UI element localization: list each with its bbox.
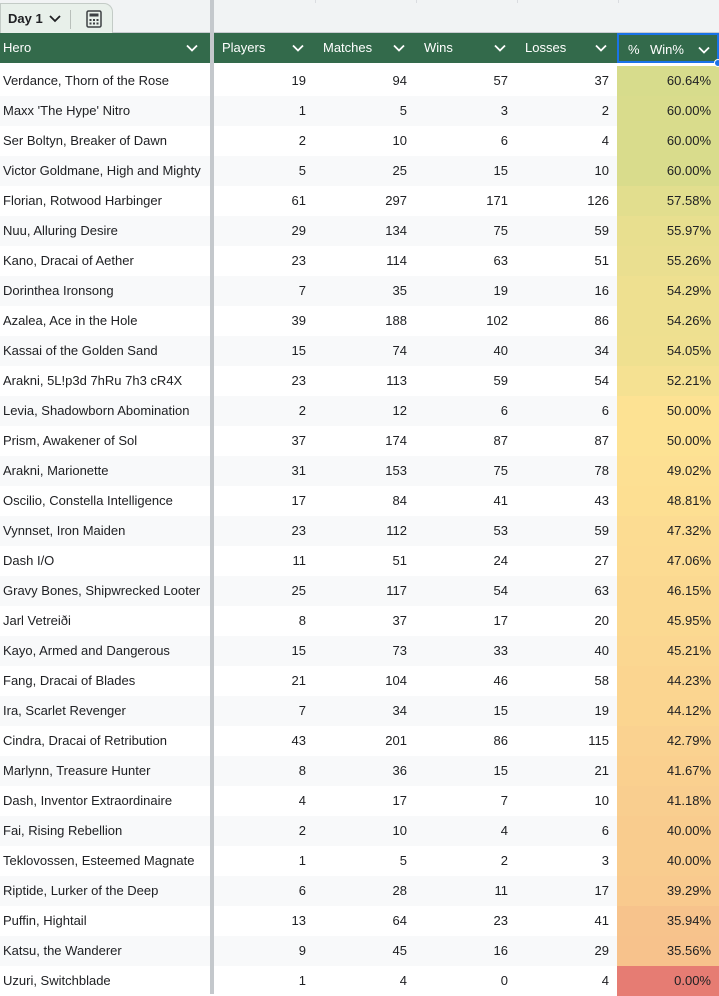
cell-matches[interactable]: 25 (392, 163, 407, 178)
cell-players[interactable]: 19 (291, 73, 306, 88)
table-row (0, 396, 719, 426)
cell-players[interactable]: 23 (291, 253, 306, 268)
cell-matches[interactable]: 297 (385, 193, 407, 208)
cell-matches[interactable]: 74 (392, 343, 407, 358)
cell-wins[interactable]: 15 (493, 763, 508, 778)
cell-players[interactable]: 23 (291, 523, 306, 538)
cell-win-pct[interactable]: 35.56% (617, 936, 719, 966)
cell-hero[interactable]: Oscilio, Constella Intelligence (3, 493, 173, 508)
cell-matches[interactable]: 28 (392, 883, 407, 898)
cell-wins[interactable]: 15 (493, 703, 508, 718)
cell-hero[interactable]: Kayo, Armed and Dangerous (3, 643, 170, 658)
column-header-matches[interactable] (315, 33, 416, 63)
cell-losses[interactable]: 10 (594, 163, 609, 178)
cell-matches[interactable]: 94 (392, 73, 407, 88)
cell-players[interactable]: 1 (298, 103, 306, 118)
cell-wins[interactable]: 102 (486, 313, 508, 328)
cell-wins[interactable]: 15 (493, 163, 508, 178)
table-row (0, 96, 719, 126)
cell-wins[interactable]: 6 (500, 133, 508, 148)
cell-losses[interactable]: 126 (587, 193, 609, 208)
cell-wins[interactable]: 11 (494, 883, 508, 898)
gridline (315, 0, 316, 3)
cell-players[interactable]: 8 (298, 763, 306, 778)
cell-win-pct[interactable]: 46.15% (617, 576, 719, 606)
cell-win-pct[interactable]: 42.79% (617, 726, 719, 756)
frozen-column-divider[interactable] (210, 0, 214, 994)
cell-hero[interactable]: Florian, Rotwood Harbinger (3, 193, 162, 208)
table-row (0, 276, 719, 306)
sheet-tab-label: Day 1 (8, 11, 43, 26)
cell-wins[interactable]: 171 (486, 193, 508, 208)
table-row (0, 846, 719, 876)
cell-players[interactable]: 43 (291, 733, 306, 748)
column-header-win-pct[interactable] (617, 33, 719, 63)
cell-losses[interactable]: 29 (594, 943, 609, 958)
table-row (0, 936, 719, 966)
cell-wins[interactable]: 3 (500, 103, 508, 118)
table-row (0, 876, 719, 906)
cell-hero[interactable]: Kano, Dracai of Aether (3, 253, 134, 268)
table-row (0, 126, 719, 156)
table-row (0, 576, 719, 606)
cell-losses[interactable]: 54 (594, 373, 609, 388)
cell-hero[interactable]: Victor Goldmane, High and Mighty (3, 163, 201, 178)
cell-matches[interactable]: 112 (386, 523, 407, 538)
cell-hero[interactable]: Gravy Bones, Shipwrecked Looter (3, 583, 201, 598)
chevron-down-icon[interactable] (595, 44, 607, 52)
cell-win-pct[interactable]: 39.29% (617, 876, 719, 906)
table-row (0, 816, 719, 846)
cell-matches[interactable]: 37 (392, 613, 407, 628)
cell-losses[interactable]: 16 (594, 283, 609, 298)
cell-players[interactable]: 2 (298, 133, 306, 148)
cell-win-pct[interactable]: 41.67% (617, 756, 719, 786)
cell-wins[interactable]: 24 (493, 553, 508, 568)
cell-losses[interactable]: 6 (601, 403, 609, 418)
cell-losses[interactable]: 43 (594, 493, 609, 508)
cell-players[interactable]: 37 (291, 433, 306, 448)
cell-win-pct[interactable]: 55.26% (617, 246, 719, 276)
cell-wins[interactable]: 57 (493, 73, 508, 88)
column-header-label: Win% (650, 42, 684, 57)
column-header-label: Hero (3, 40, 32, 55)
cell-matches[interactable]: 84 (392, 493, 407, 508)
table-row (0, 516, 719, 546)
cell-matches[interactable]: 73 (392, 643, 407, 658)
cell-win-pct[interactable]: 52.21% (617, 366, 719, 396)
cell-losses[interactable]: 63 (594, 583, 609, 598)
cell-players[interactable]: 8 (298, 613, 306, 628)
cell-wins[interactable]: 75 (493, 223, 508, 238)
cell-win-pct[interactable]: 60.64% (617, 66, 719, 96)
cell-wins[interactable]: 0 (500, 973, 508, 988)
cell-matches[interactable]: 104 (385, 673, 407, 688)
cell-hero[interactable]: Ira, Scarlet Revenger (3, 703, 126, 718)
cell-hero[interactable]: Ser Boltyn, Breaker of Dawn (3, 133, 168, 148)
cell-losses[interactable]: 41 (594, 913, 609, 928)
cell-players[interactable]: 1 (298, 973, 306, 988)
cell-players[interactable]: 5 (298, 163, 306, 178)
cell-hero[interactable]: Vynnset, Iron Maiden (3, 523, 126, 538)
cell-win-pct[interactable]: 41.18% (617, 786, 719, 816)
table-header (0, 33, 719, 63)
cell-losses[interactable]: 4 (601, 133, 609, 148)
cell-hero[interactable]: Dash, Inventor Extraordinaire (3, 793, 173, 808)
cell-win-pct[interactable]: 0.00% (617, 966, 719, 996)
cell-hero[interactable]: Arakni, 5L!p3d 7hRu 7h3 cR4X (3, 373, 183, 388)
cell-win-pct[interactable]: 49.02% (617, 456, 719, 486)
selection-handle[interactable] (714, 59, 719, 67)
cell-matches[interactable]: 4 (399, 973, 407, 988)
table-row (0, 606, 719, 636)
cell-losses[interactable]: 21 (594, 763, 609, 778)
cell-matches[interactable]: 114 (386, 253, 407, 268)
cell-hero[interactable]: Riptide, Lurker of the Deep (3, 883, 159, 898)
cell-losses[interactable]: 58 (594, 673, 609, 688)
cell-hero[interactable]: Levia, Shadowborn Abomination (3, 403, 190, 418)
cell-players[interactable]: 11 (292, 553, 306, 568)
column-header-players[interactable] (214, 33, 314, 63)
cell-hero[interactable]: Puffin, Hightail (3, 913, 87, 928)
cell-hero[interactable]: Kassai of the Golden Sand (3, 343, 158, 358)
column-header-losses[interactable] (517, 33, 618, 63)
cell-win-pct[interactable]: 57.58% (617, 186, 719, 216)
cell-win-pct[interactable]: 60.00% (617, 156, 719, 186)
cell-hero[interactable]: Marlynn, Treasure Hunter (3, 763, 151, 778)
cell-matches[interactable]: 34 (392, 703, 407, 718)
cell-matches[interactable]: 12 (392, 403, 407, 418)
cell-hero[interactable]: Uzuri, Switchblade (3, 973, 111, 988)
cell-hero[interactable]: Katsu, the Wanderer (3, 943, 122, 958)
cell-matches[interactable]: 113 (386, 373, 407, 388)
cell-win-pct[interactable]: 50.00% (617, 396, 719, 426)
table-row (0, 186, 719, 216)
cell-win-pct[interactable]: 40.00% (617, 816, 719, 846)
cell-losses[interactable]: 6 (601, 823, 609, 838)
cell-hero[interactable]: Maxx 'The Hype' Nitro (3, 103, 131, 118)
cell-losses[interactable]: 3 (601, 853, 609, 868)
cell-hero[interactable]: Arakni, Marionette (3, 463, 109, 478)
cell-matches[interactable]: 10 (392, 823, 407, 838)
cell-players[interactable]: 6 (298, 883, 306, 898)
chevron-down-icon[interactable] (494, 44, 506, 52)
cell-players[interactable]: 39 (291, 313, 306, 328)
column-header-label: Matches (323, 40, 373, 55)
cell-players[interactable]: 25 (291, 583, 306, 598)
cell-win-pct[interactable]: 50.00% (617, 426, 719, 456)
cell-win-pct[interactable]: 47.06% (617, 546, 719, 576)
cell-matches[interactable]: 64 (392, 913, 407, 928)
cell-wins[interactable]: 59 (493, 373, 508, 388)
cell-win-pct[interactable]: 60.00% (617, 126, 719, 156)
cell-players[interactable]: 23 (291, 373, 306, 388)
cell-hero[interactable]: Dash I/O (3, 553, 55, 568)
cell-matches[interactable]: 188 (385, 313, 407, 328)
cell-hero[interactable]: Prism, Awakener of Sol (3, 433, 138, 448)
cell-matches[interactable]: 17 (392, 793, 407, 808)
cell-win-pct[interactable]: 40.00% (617, 846, 719, 876)
cell-hero[interactable]: Teklovossen, Esteemed Magnate (3, 853, 195, 868)
cell-players[interactable]: 21 (291, 673, 306, 688)
cell-win-pct[interactable]: 44.23% (617, 666, 719, 696)
table-row (0, 666, 719, 696)
cell-matches[interactable]: 5 (399, 853, 407, 868)
cell-matches[interactable]: 35 (392, 283, 407, 298)
cell-players[interactable]: 31 (291, 463, 306, 478)
gridline (517, 0, 518, 3)
cell-losses[interactable]: 34 (594, 343, 609, 358)
table-row (0, 426, 719, 456)
cell-losses[interactable]: 2 (601, 103, 609, 118)
cell-win-pct[interactable]: 54.26% (617, 306, 719, 336)
table-row (0, 246, 719, 276)
cell-losses[interactable]: 78 (594, 463, 609, 478)
cell-wins[interactable]: 86 (493, 733, 508, 748)
cell-losses[interactable]: 86 (594, 313, 609, 328)
cell-matches[interactable]: 10 (392, 133, 407, 148)
cell-wins[interactable]: 41 (493, 493, 508, 508)
cell-losses[interactable]: 59 (594, 523, 609, 538)
cell-players[interactable]: 7 (298, 703, 306, 718)
cell-losses[interactable]: 40 (594, 643, 609, 658)
percent-type-icon: % (628, 42, 640, 57)
cell-wins[interactable]: 4 (500, 823, 508, 838)
cell-losses[interactable]: 4 (601, 973, 609, 988)
table-row (0, 216, 719, 246)
cell-players[interactable]: 29 (291, 223, 306, 238)
cell-win-pct[interactable]: 60.00% (617, 96, 719, 126)
cell-hero[interactable]: Verdance, Thorn of the Rose (3, 73, 169, 88)
cell-wins[interactable]: 40 (493, 343, 508, 358)
column-header-label: Losses (525, 40, 567, 55)
cell-wins[interactable]: 23 (493, 913, 508, 928)
table-row (0, 486, 719, 516)
cell-wins[interactable]: 87 (493, 433, 508, 448)
chevron-down-icon[interactable] (48, 14, 62, 24)
table-row (0, 756, 719, 786)
table-toolbar (0, 0, 719, 33)
cell-matches[interactable]: 117 (386, 583, 407, 598)
cell-hero[interactable]: Cindra, Dracai of Retribution (3, 733, 168, 748)
cell-hero[interactable]: Nuu, Alluring Desire (3, 223, 118, 238)
chevron-down-icon[interactable] (292, 44, 304, 52)
cell-matches[interactable]: 201 (385, 733, 407, 748)
cell-hero[interactable]: Fai, Rising Rebellion (3, 823, 123, 838)
cell-losses[interactable]: 19 (594, 703, 609, 718)
cell-losses[interactable]: 51 (594, 253, 609, 268)
cell-wins[interactable]: 17 (493, 613, 508, 628)
cell-hero[interactable]: Jarl Vetreiði (3, 613, 71, 628)
cell-hero[interactable]: Dorinthea Ironsong (3, 283, 114, 298)
cell-losses[interactable]: 87 (594, 433, 609, 448)
cell-win-pct[interactable]: 48.81% (617, 486, 719, 516)
cell-matches[interactable]: 174 (385, 433, 407, 448)
cell-players[interactable]: 4 (298, 793, 306, 808)
gridline (618, 0, 619, 3)
cell-wins[interactable]: 2 (500, 853, 508, 868)
cell-hero[interactable]: Fang, Dracai of Blades (3, 673, 136, 688)
cell-matches[interactable]: 45 (392, 943, 407, 958)
cell-players[interactable]: 9 (298, 943, 306, 958)
table-row (0, 546, 719, 576)
cell-matches[interactable]: 134 (385, 223, 407, 238)
table-body (0, 66, 719, 996)
sheet-tab-day1[interactable] (0, 3, 113, 33)
cell-matches[interactable]: 51 (392, 553, 407, 568)
table-row (0, 966, 719, 996)
cell-players[interactable]: 15 (291, 343, 306, 358)
cell-losses[interactable]: 37 (594, 73, 609, 88)
cell-wins[interactable]: 53 (493, 523, 508, 538)
cell-losses[interactable]: 59 (594, 223, 609, 238)
cell-wins[interactable]: 75 (493, 463, 508, 478)
cell-players[interactable]: 1 (298, 853, 306, 868)
cell-players[interactable]: 13 (291, 913, 306, 928)
cell-losses[interactable]: 115 (588, 733, 609, 748)
cell-losses[interactable]: 27 (594, 553, 609, 568)
cell-wins[interactable]: 46 (493, 673, 508, 688)
cell-win-pct[interactable]: 55.97% (617, 216, 719, 246)
table-row (0, 366, 719, 396)
table-row (0, 336, 719, 366)
cell-players[interactable]: 2 (298, 823, 306, 838)
cell-wins[interactable]: 7 (500, 793, 508, 808)
column-header-hero[interactable] (0, 33, 210, 63)
cell-losses[interactable]: 10 (594, 793, 609, 808)
cell-win-pct[interactable]: 45.21% (617, 636, 719, 666)
cell-win-pct[interactable]: 54.29% (617, 276, 719, 306)
cell-players[interactable]: 61 (291, 193, 306, 208)
cell-matches[interactable]: 36 (392, 763, 407, 778)
cell-wins[interactable]: 19 (493, 283, 508, 298)
table-row (0, 786, 719, 816)
cell-win-pct[interactable]: 44.12% (617, 696, 719, 726)
table-row (0, 636, 719, 666)
cell-wins[interactable]: 54 (493, 583, 508, 598)
cell-wins[interactable]: 16 (493, 943, 508, 958)
cell-win-pct[interactable]: 47.32% (617, 516, 719, 546)
cell-wins[interactable]: 63 (493, 253, 508, 268)
table-row (0, 66, 719, 96)
cell-losses[interactable]: 17 (594, 883, 609, 898)
gridline (416, 0, 417, 3)
table-row (0, 906, 719, 936)
column-header-label: Players (222, 40, 266, 55)
table-row (0, 696, 719, 726)
cell-players[interactable]: 15 (291, 643, 306, 658)
chevron-down-icon[interactable] (698, 46, 710, 54)
column-header-wins[interactable] (416, 33, 517, 63)
cell-matches[interactable]: 5 (399, 103, 407, 118)
cell-players[interactable]: 17 (291, 493, 306, 508)
cell-players[interactable]: 7 (298, 283, 306, 298)
calculator-icon[interactable] (86, 10, 102, 28)
cell-losses[interactable]: 20 (594, 613, 609, 628)
cell-wins[interactable]: 33 (493, 643, 508, 658)
table-row (0, 306, 719, 336)
column-header-label: Wins (424, 40, 453, 55)
cell-hero[interactable]: Azalea, Ace in the Hole (3, 313, 138, 328)
chevron-down-icon[interactable] (393, 44, 405, 52)
cell-matches[interactable]: 153 (385, 463, 407, 478)
table-row (0, 456, 719, 486)
tab-divider (70, 10, 71, 29)
cell-players[interactable]: 2 (298, 403, 306, 418)
cell-win-pct[interactable]: 35.94% (617, 906, 719, 936)
table-row (0, 156, 719, 186)
chevron-down-icon[interactable] (186, 44, 198, 52)
cell-win-pct[interactable]: 45.95% (617, 606, 719, 636)
table-row (0, 726, 719, 756)
cell-wins[interactable]: 6 (500, 403, 508, 418)
cell-win-pct[interactable]: 54.05% (617, 336, 719, 366)
